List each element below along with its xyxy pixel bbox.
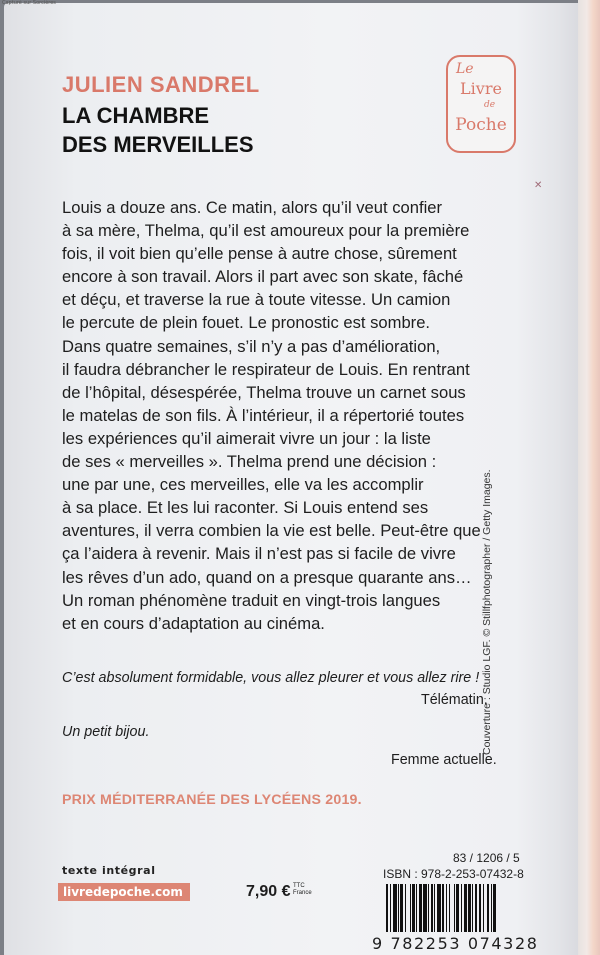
- catalog-code: 83 / 1206 / 5: [453, 851, 520, 865]
- price: 7,90 €: [246, 883, 291, 900]
- cover-edge: [578, 0, 600, 955]
- price-note-line: France: [293, 890, 312, 896]
- barcode-digits: 9 782253 074328: [372, 934, 539, 953]
- review-quote: Un petit bijou.: [62, 724, 150, 740]
- blurb-line: de ses « merveilles ». Thelma prend une décision :: [62, 452, 437, 472]
- blurb-line: Louis a douze ans. Ce matin, alors qu’il veut confier: [62, 198, 443, 217]
- isbn: ISBN : 978-2-253-07432-8: [383, 867, 524, 881]
- blurb-line: fois, il voit bien qu’elle pense à autre chose, sûrement: [62, 244, 457, 264]
- decorative-mark: ✕: [534, 180, 543, 191]
- author-name: JULIEN SANDREL: [62, 72, 260, 97]
- book-title-line: DES MERVEILLES: [62, 132, 254, 157]
- logo-text: Le: [456, 61, 474, 77]
- blurb-line: et en cours d’adaptation au cinéma.: [62, 613, 325, 633]
- blurb-line: à sa place. Et les lui raconter. Si Louis entend ses: [62, 498, 429, 518]
- barcode-bar: [496, 884, 497, 932]
- blurb-line: Dans quatre semaines, s’il n’y a pas d’amélioration,: [62, 336, 441, 356]
- barcode: [386, 884, 530, 932]
- blurb-line: encore à son travail. Alors il part avec son skate, fâché: [62, 267, 464, 287]
- book-title: [62, 101, 254, 159]
- blurb-line: il faudra débrancher le respirateur de Louis. En rentrant: [62, 359, 470, 379]
- source-label: Capturé sur Sorcières: [2, 0, 56, 6]
- review-source: Télématin.: [421, 692, 488, 708]
- blurb-line: les expériences qu’il aimerait vivre un jour : la liste: [62, 428, 431, 448]
- review-quote: C’est absolument formidable, vous allez pleurer et vous allez rire !: [62, 670, 480, 686]
- blurb-text: [62, 196, 532, 635]
- book-title-line: LA CHAMBRE: [62, 103, 210, 128]
- logo-text: Poche: [455, 115, 507, 135]
- blurb-line: à sa mère, Thelma, qu’il est amoureux pour la première: [62, 221, 470, 241]
- blurb-line: le matelas de son fils. À l’intérieur, il a répertorié toutes: [62, 405, 465, 425]
- blurb-line: ça l’aidera à revenir. Mais il n’est pas si facile de vivre: [62, 544, 456, 564]
- blurb-line: les rêves d’un ado, quand on a presque quarante ans…: [62, 567, 472, 587]
- publisher-logo: [446, 55, 516, 153]
- price-note: [293, 883, 312, 897]
- review-source: Femme actuelle.: [391, 752, 497, 768]
- blurb-line: Un roman phénomène traduit en vingt-trois langues: [62, 590, 441, 610]
- cover-credit: Couverture : Studio LGF. © Stillfphotographer / Getty Images.: [481, 469, 493, 755]
- logo-text: Livre: [460, 79, 502, 98]
- prize-text: PRIX MÉDITERRANÉE DES LYCÉENS 2019.: [62, 792, 362, 808]
- website-badge: livredepoche.com: [58, 883, 190, 901]
- blurb-line: aventures, il verra combien la vie est belle. Peut-être que: [62, 521, 481, 541]
- texte-integral-label: texte intégral: [62, 864, 156, 877]
- price-note-line: TTC: [293, 883, 305, 889]
- blurb-line: de l’hôpital, désespérée, Thelma trouve un carnet sous: [62, 382, 466, 402]
- blurb-line: le percute de plein fouet. Le pronostic est sombre.: [62, 313, 431, 333]
- blurb-line: et déçu, et traverse la rue à toute vitesse. Un camion: [62, 290, 451, 310]
- logo-text: de: [484, 100, 496, 110]
- blurb-line: une par une, ces merveilles, elle va les accomplir: [62, 475, 424, 495]
